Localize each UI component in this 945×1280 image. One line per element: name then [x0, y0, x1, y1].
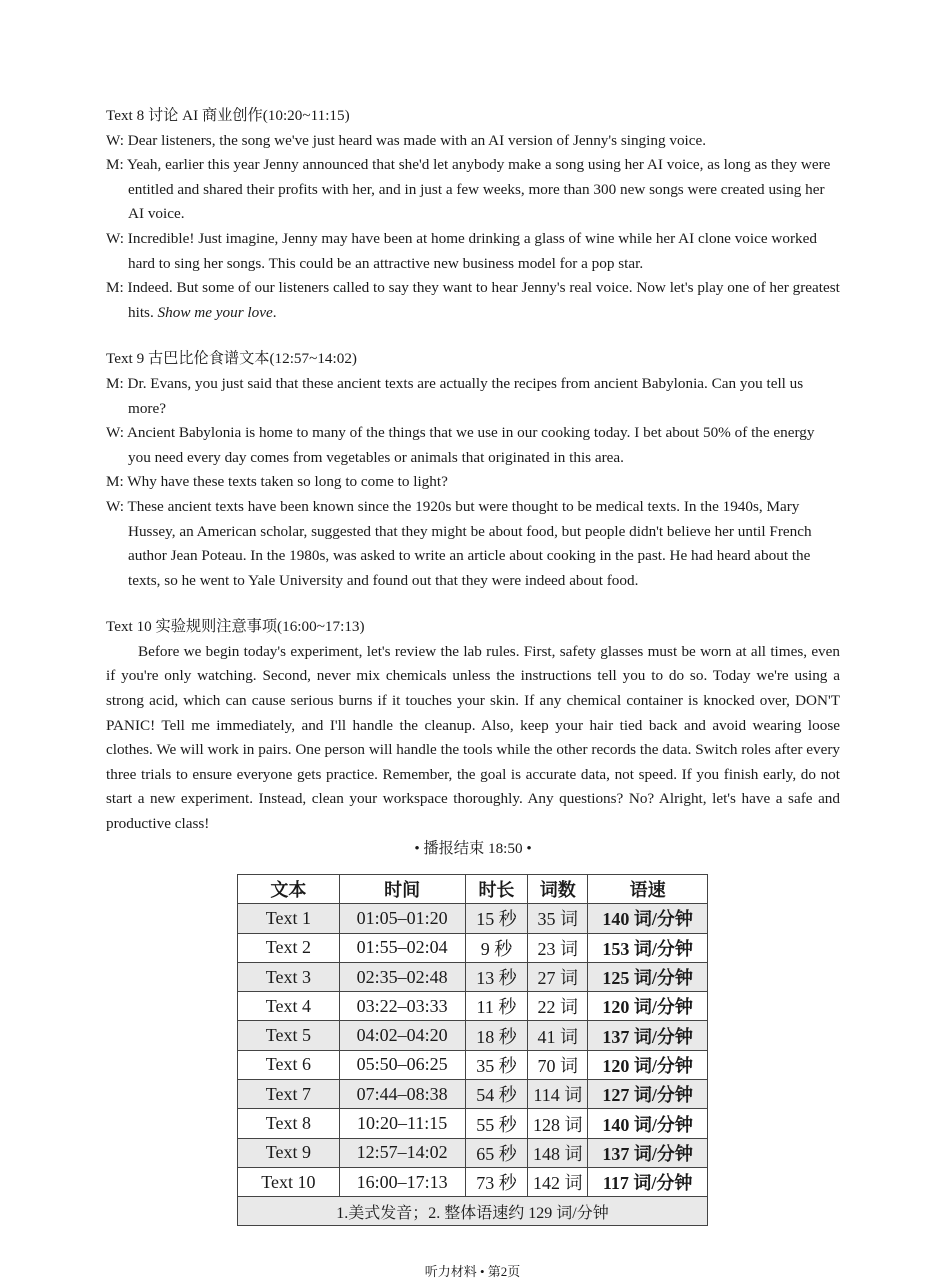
monologue-paragraph: Before we begin today's experiment, let's review the lab rules. First, safety glasses must be worn at all times, even if you're only watching. Second, never mix chemicals unless the instructions tell you to do so. Today we're using a strong acid, which can cause serious burns if it touches your skin. If any chemical container is knocked over, DON'T PANIC! Tell me immediately, and I'll handle the cleanup. Also, keep your hair tied back and avoid wearing loose clothes. We will work in pairs. One person will handle the tools while the other records the data. Switch roles after every three trials to ensure everyone gets practice. Remember, the goal is accurate data, not speed. If you finish early, do not start a new experiment. Instead, clean your workspace thoroughly. Any questions? No? Alright, let's have a safe and productive class! — [106, 642, 840, 833]
speaker: W: — [106, 131, 124, 149]
cell-time: 02:35–02:48 — [339, 962, 465, 991]
cell-words: 22 词 — [528, 992, 588, 1021]
table-row — [238, 1080, 708, 1109]
dialogue-line — [106, 129, 840, 154]
cell-rate: 140 词/分钟 — [588, 904, 708, 933]
cell-duration: 65 秒 — [465, 1138, 528, 1167]
speech-rate-table — [237, 874, 708, 1226]
cell-rate: 127 词/分钟 — [588, 1080, 708, 1109]
header-text: 文本 — [238, 875, 340, 904]
cell-words: 27 词 — [528, 962, 588, 991]
cell-words: 114 词 — [528, 1080, 588, 1109]
cell-time: 10:20–11:15 — [339, 1109, 465, 1138]
cell-duration: 18 秒 — [465, 1021, 528, 1050]
cell-text: Text 5 — [238, 1021, 340, 1050]
cell-time: 01:55–02:04 — [339, 933, 465, 962]
header-words: 词数 — [528, 875, 588, 904]
cell-duration: 11 秒 — [465, 992, 528, 1021]
line-text: Dear listeners, the song we've just heard was made with an AI version of Jenny's singing voice. — [127, 131, 707, 149]
cell-duration: 55 秒 — [465, 1109, 528, 1138]
cell-rate: 140 词/分钟 — [588, 1109, 708, 1138]
cell-time: 03:22–03:33 — [339, 992, 465, 1021]
cell-time: 05:50–06:25 — [339, 1050, 465, 1079]
page-footer: 听力材料 • 第2页 — [424, 1264, 521, 1279]
dialogue-line — [106, 227, 840, 276]
cell-duration: 13 秒 — [465, 962, 528, 991]
table-row — [238, 1167, 708, 1196]
cell-text: Text 2 — [238, 933, 340, 962]
line-text: Yeah, earlier this year Jenny announced that she'd let anybody make a song using her AI voice, as long as they were entitled and shared their profits with her, and in just a few weeks, more than 300 new songs were created using her AI voice. — [126, 156, 831, 223]
table-header-row — [238, 875, 708, 904]
cell-text: Text 4 — [238, 992, 340, 1021]
speaker: W: — [106, 424, 124, 442]
cell-duration: 9 秒 — [465, 933, 528, 962]
section-title: Text 10 实验规则注意事项(16:00~17:13) — [106, 618, 365, 636]
cell-time: 04:02–04:20 — [339, 1021, 465, 1050]
cell-text: Text 7 — [238, 1080, 340, 1109]
cell-text: Text 1 — [238, 904, 340, 933]
dialogue-line — [106, 495, 840, 593]
cell-rate: 117 词/分钟 — [588, 1167, 708, 1196]
cell-time: 01:05–01:20 — [339, 904, 465, 933]
cell-rate: 125 词/分钟 — [588, 962, 708, 991]
cell-duration: 73 秒 — [465, 1167, 528, 1196]
table-note: 1.美式发音；2. 整体语速约 129 词/分钟 — [238, 1197, 708, 1226]
cell-words: 142 词 — [528, 1167, 588, 1196]
section-text-8 — [106, 104, 840, 325]
cell-text: Text 6 — [238, 1050, 340, 1079]
section-title: Text 8 讨论 AI 商业创作(10:20~11:15) — [106, 107, 350, 124]
line-text: Why have these texts taken so long to come to light? — [127, 473, 448, 491]
dialogue-line — [106, 153, 840, 227]
cell-words: 70 词 — [528, 1050, 588, 1079]
cell-time: 07:44–08:38 — [339, 1080, 465, 1109]
table-row — [238, 992, 708, 1021]
header-rate: 语速 — [588, 875, 708, 904]
document-body — [106, 104, 840, 861]
table-row — [238, 933, 708, 962]
table-row — [238, 1109, 708, 1138]
cell-text: Text 9 — [238, 1138, 340, 1167]
section-title: Text 9 古巴比伦食谱文本(12:57~14:02) — [106, 350, 357, 368]
section-text-9 — [106, 347, 840, 593]
line-text: These ancient texts have been known since the 1920s but were thought to be medical texts. In the 1940s, Mary Hussey, an American scholar, suggested that they might be about food, but people didn't believe her until French author Jean Poteau. In the 1980s, was asked to write an article about cooking in the past. He had heard about the texts, so he went to Yale University and found out that they were indeed about food. — [127, 497, 812, 589]
table-row — [238, 1138, 708, 1167]
dialogue-line — [106, 276, 840, 325]
cell-words: 23 词 — [528, 933, 588, 962]
speaker: W: — [106, 229, 124, 247]
line-text: . — [272, 303, 277, 321]
table-row — [238, 962, 708, 991]
cell-rate: 153 词/分钟 — [588, 933, 708, 962]
table-row — [238, 904, 708, 933]
cell-duration: 15 秒 — [465, 904, 528, 933]
cell-words: 148 词 — [528, 1138, 588, 1167]
cell-words: 35 词 — [528, 904, 588, 933]
speaker: M: — [106, 473, 124, 491]
dialogue-line — [106, 470, 840, 495]
cell-rate: 120 词/分钟 — [588, 992, 708, 1021]
header-time: 时间 — [339, 875, 465, 904]
line-text: Ancient Babylonia is home to many of the things that we use in our cooking today. I bet about 50% of the energy you need every day comes from vegetables or animals that originated in this area. — [126, 424, 815, 466]
song-title: Show me your love — [157, 303, 273, 321]
dialogue-line — [106, 372, 840, 421]
table-row — [238, 1021, 708, 1050]
dialogue-line — [106, 421, 840, 470]
cell-text: Text 10 — [238, 1167, 340, 1196]
line-text: Dr. Evans, you just said that these ancient texts are actually the recipes from ancient Babylonia. Can you tell us more? — [127, 374, 804, 417]
cell-words: 128 词 — [528, 1109, 588, 1138]
speaker: M: — [106, 156, 124, 174]
line-text: Indeed. But some of our listeners called to say they want to hear Jenny's real voice. Now let's play one of her greatest hits. — [127, 279, 840, 321]
section-text-10 — [106, 615, 840, 836]
cell-rate: 120 词/分钟 — [588, 1050, 708, 1079]
cell-time: 16:00–17:13 — [339, 1167, 465, 1196]
line-text: Incredible! Just imagine, Jenny may have been at home drinking a glass of wine while her AI clone voice worked hard to sing her songs. This could be an attractive new business model for a pop star. — [127, 229, 817, 272]
table-row — [238, 1050, 708, 1079]
cell-time: 12:57–14:02 — [339, 1138, 465, 1167]
speaker: M: — [106, 374, 124, 392]
speaker: M: — [106, 279, 124, 297]
broadcast-end-line: • 播报结束 18:50 • — [414, 839, 532, 857]
cell-words: 41 词 — [528, 1021, 588, 1050]
header-duration: 时长 — [465, 875, 528, 904]
table-note-row — [238, 1197, 708, 1226]
cell-duration: 35 秒 — [465, 1050, 528, 1079]
cell-text: Text 3 — [238, 962, 340, 991]
cell-text: Text 8 — [238, 1109, 340, 1138]
cell-duration: 54 秒 — [465, 1080, 528, 1109]
cell-rate: 137 词/分钟 — [588, 1021, 708, 1050]
speaker: W: — [106, 497, 124, 515]
cell-rate: 137 词/分钟 — [588, 1138, 708, 1167]
